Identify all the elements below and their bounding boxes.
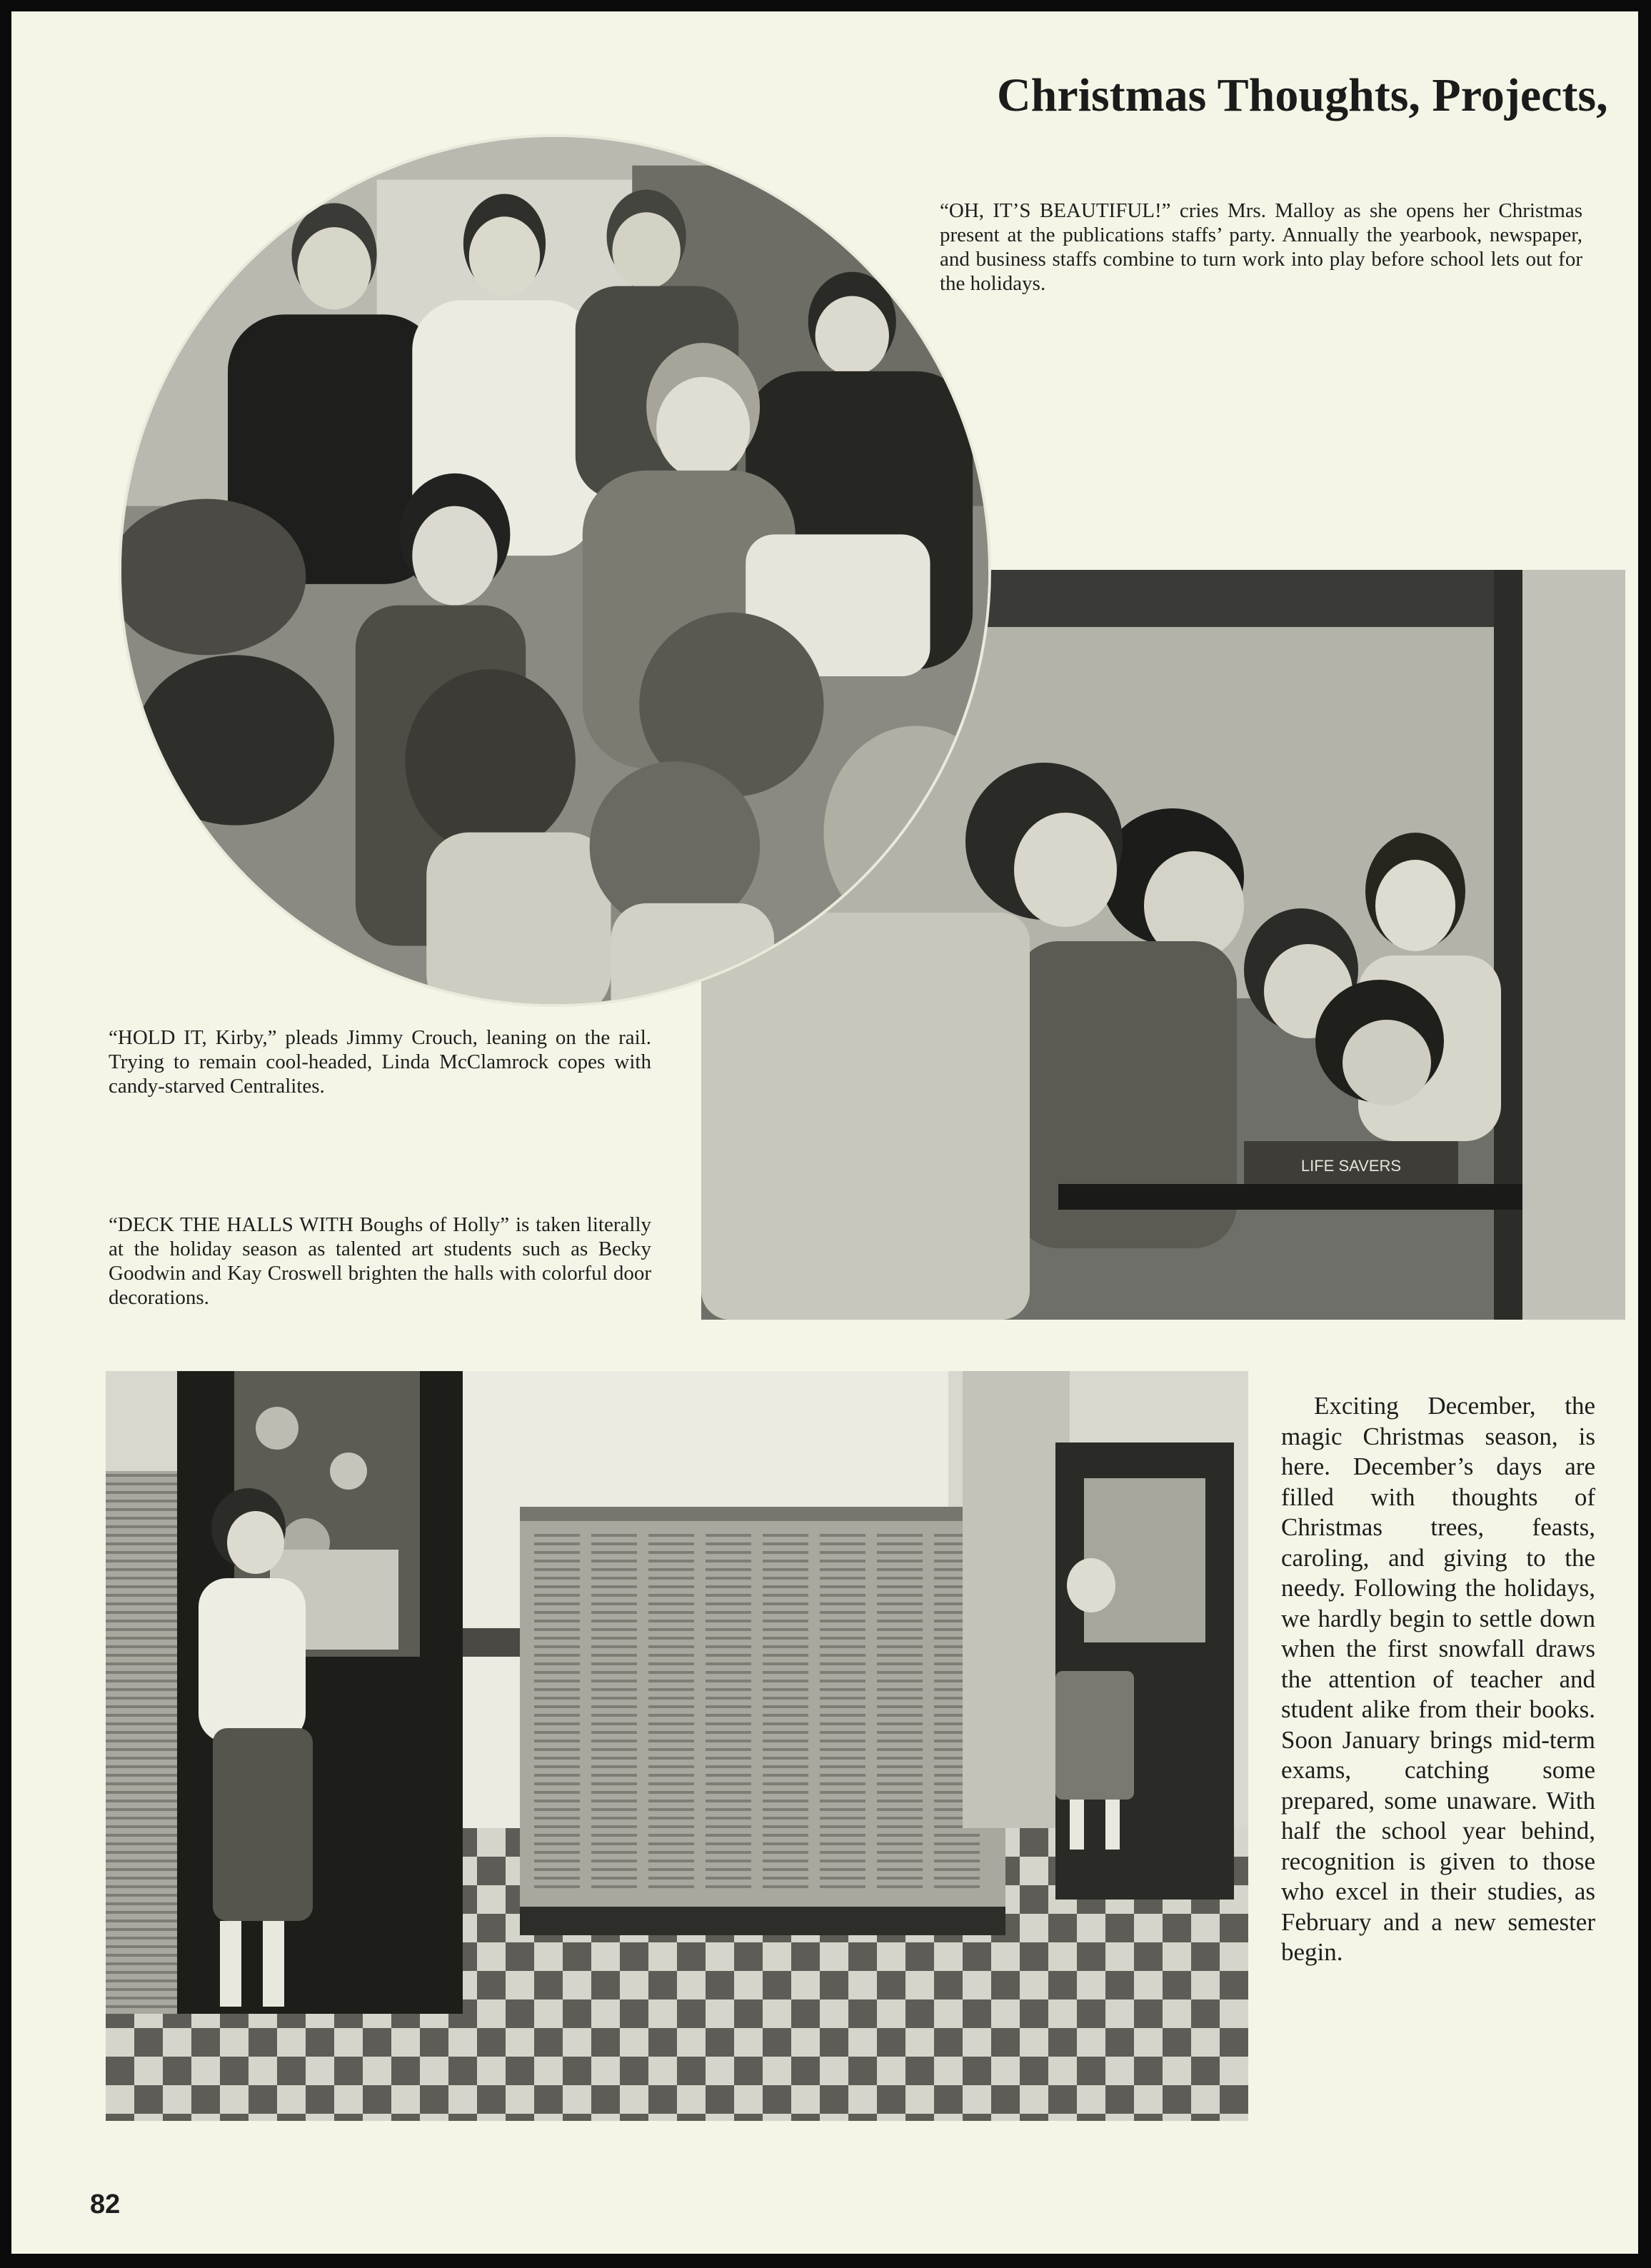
hallway-lockers-photo-icon	[106, 1371, 1248, 2121]
party-photo	[119, 134, 991, 1007]
caption-hold-it: “HOLD IT, Kirby,” pleads Jimmy Crouch, leaning on the rail. Trying to remain cool-headed, Linda McClamrock copes with candy-starved Centralites.	[109, 1026, 651, 1098]
page-title: Christmas Thoughts, Projects,	[997, 69, 1608, 121]
candy-sign: LIFE SAVERS	[1300, 1157, 1402, 1175]
caption-oh-beautiful: “OH, IT’S BEAUTIFUL!” cries Mrs. Malloy as she opens her Christmas present at the publications staffs’ party. Annually the yearbook, newspaper, and business staffs combine to turn work into play before school lets out for the holidays.	[940, 199, 1582, 295]
hallway-lockers-photo	[106, 1371, 1248, 2121]
page-number: 82	[90, 2189, 121, 2219]
yearbook-page	[11, 11, 1638, 2254]
caption-deck-the-halls: “DECK THE HALLS WITH Boughs of Holly” is taken literally at the holiday season as talented art students such as Becky Goodwin and Kay Croswell brighten the halls with colorful door decorations.	[109, 1213, 651, 1309]
body-text: Exciting December, the magic Christmas season, is here. December’s days are filled with thoughts of Christmas trees, feasts, caroling, and giving to the needy. Following the holidays, we hardly begin to settle down when the first snowfall draws the attention of teacher and student alike from their books. Soon January brings mid-term exams, catching some prepared, some unaware. With half the school year behind, recognition is given to those who excel in their studies, as February and a new semester begin.	[1281, 1392, 1595, 1966]
circular-party-photo-icon	[121, 137, 988, 1004]
